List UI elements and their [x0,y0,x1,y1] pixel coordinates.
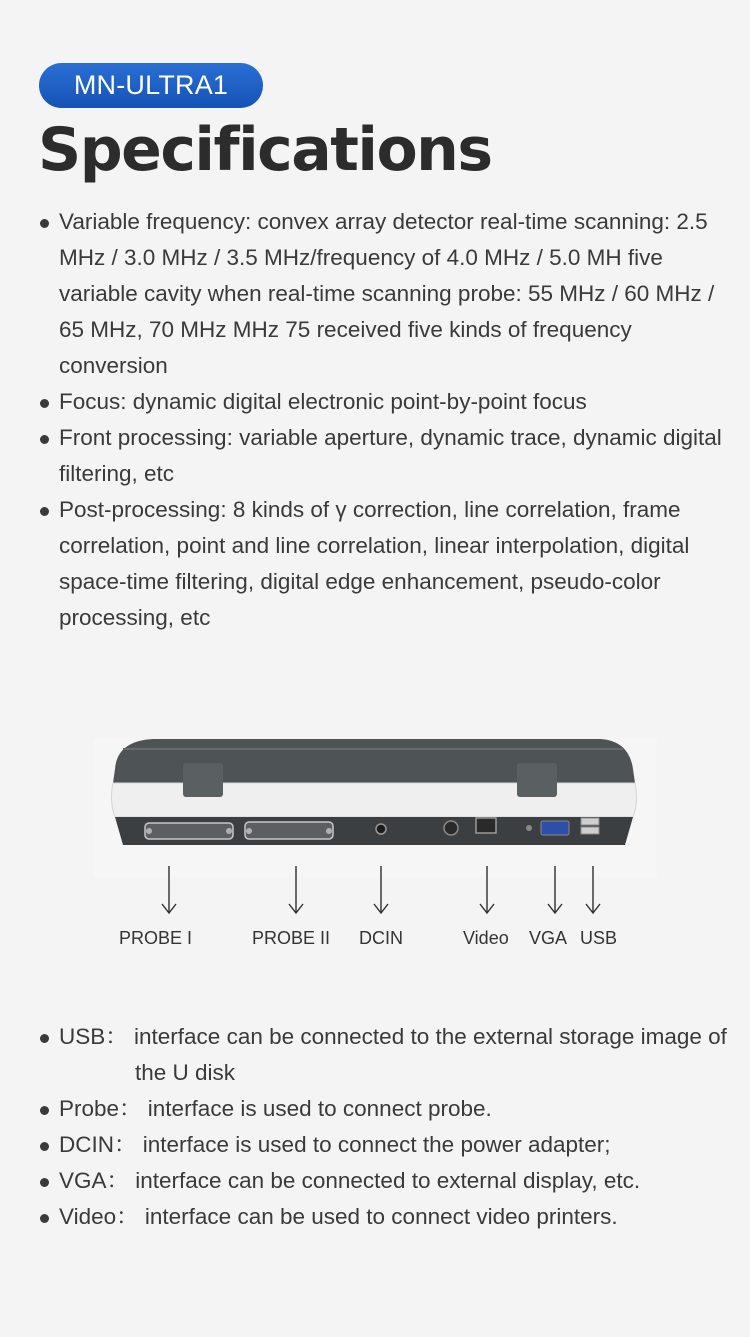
port-label-vga: VGA [529,928,568,948]
port-label-usb: USB [580,928,618,948]
interface-item-probe: Probe： interface is used to connect probe. [38,1091,738,1127]
ultrasound-device-illustration [93,739,657,877]
spec-item-focus: Focus: dynamic digital electronic point-by-point focus [38,384,738,420]
interface-item-vga: VGA： interface can be connected to external display, etc. [38,1163,738,1199]
port-label-probe1: PROBE I [119,928,193,948]
port-label-video: Video [463,928,509,948]
specifications-list [38,204,738,636]
spec-item-frequency: Variable frequency: convex array detector real-time scanning: 2.5 MHz / 3.0 MHz / 3.5 MHz/frequency of 4.0 MHz / 5.0 MH five variable cavity when real-time scanning probe: 55 MHz / 60 MHz / 65 MHz, 70 MHz MHz 75 received five kinds of frequency conversion [38,204,738,384]
port-label-dcin: DCIN [359,928,403,948]
model-badge: MN-ULTRA1 [39,63,263,108]
device-rear-photo [93,739,657,877]
spec-item-front-processing: Front processing: variable aperture, dynamic trace, dynamic digital filtering, etc [38,420,738,492]
page-title: Specifications [38,115,492,185]
interface-item-dcin: DCIN： interface is used to connect the power adapter; [38,1127,738,1163]
port-label-probe2: PROBE II [252,928,331,948]
spec-item-post-processing: Post-processing: 8 kinds of γ correction, line correlation, frame correlation, point and line correlation, linear interpolation, digital space-time filtering, digital edge enhancement, pseudo-color processing, etc [38,492,738,636]
interface-item-video: Video： interface can be used to connect video printers. [38,1199,738,1235]
interface-list [38,1019,738,1235]
interface-item-usb: USB： interface can be connected to the external storage image of the U disk [38,1019,738,1091]
